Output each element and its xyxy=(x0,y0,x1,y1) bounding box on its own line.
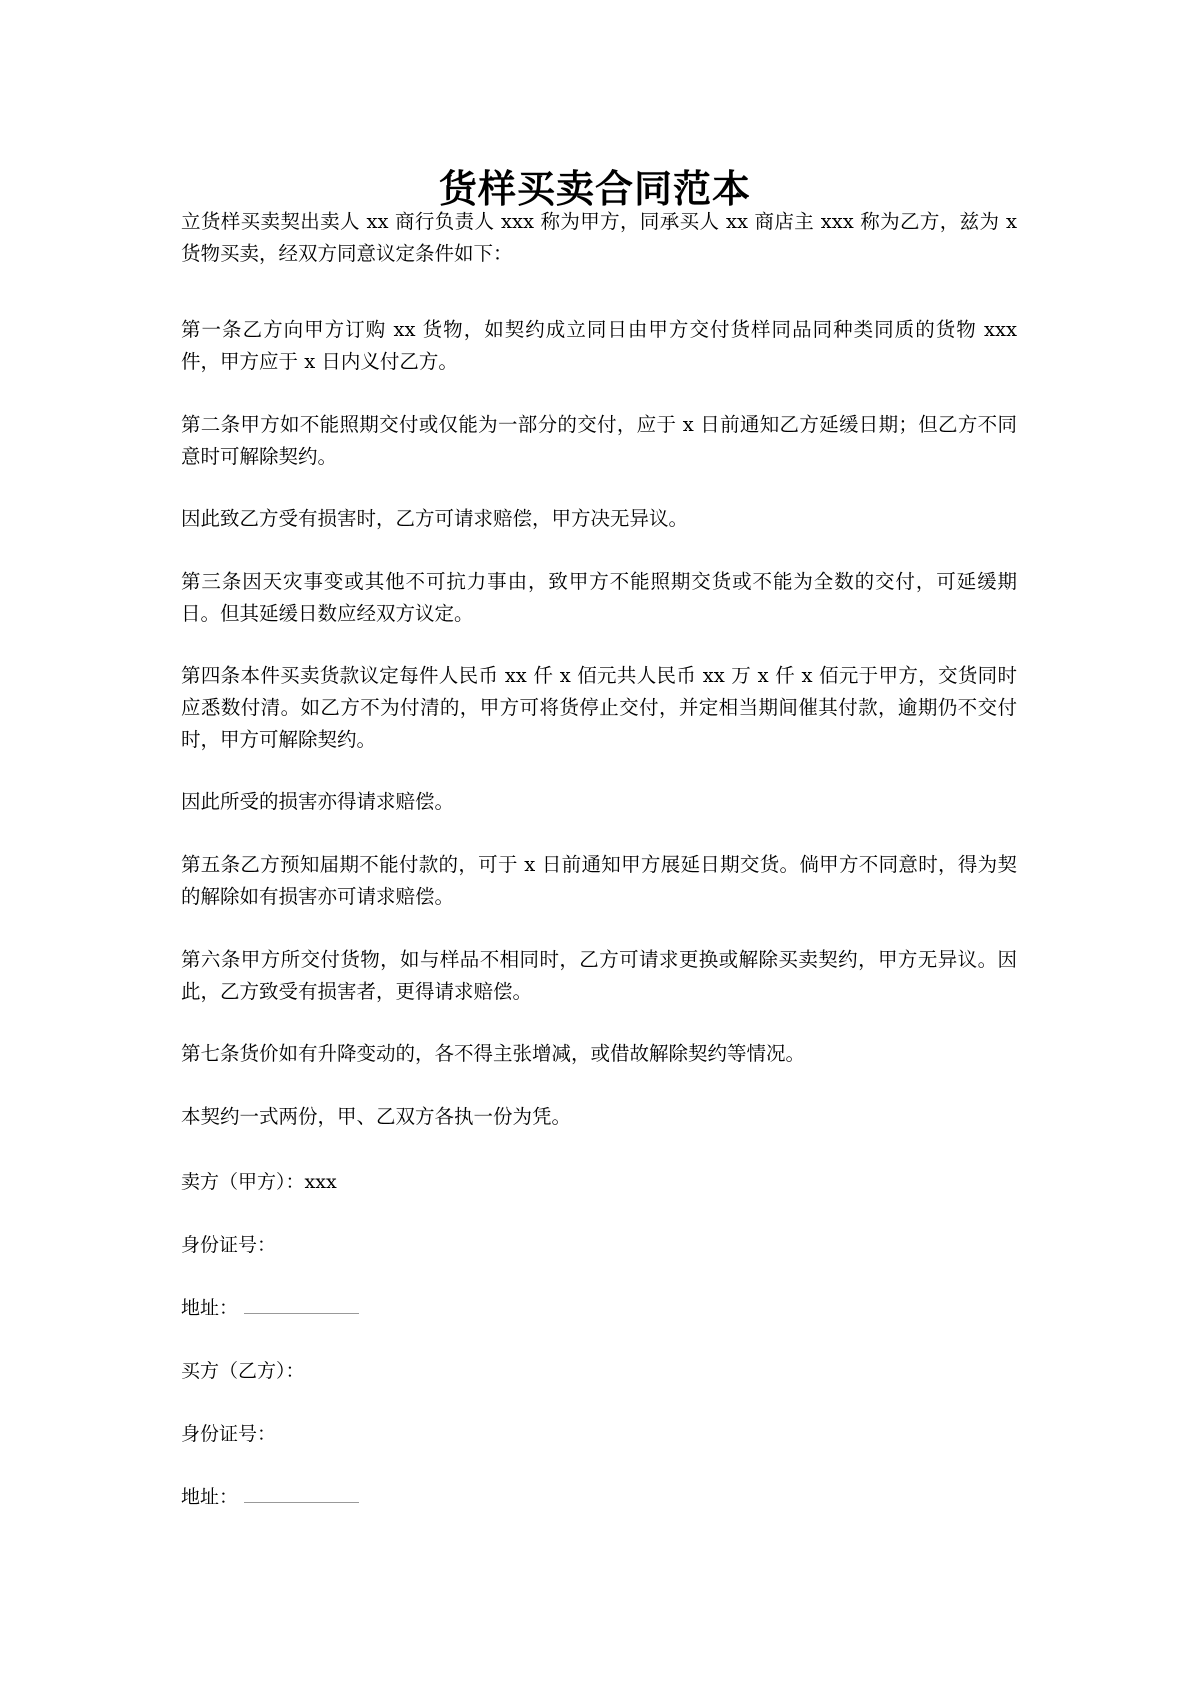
paragraph-article-5: 第五条乙方预知届期不能付款的，可于 x 日前通知甲方展延日期交货。倘甲方不同意时，得为契的解除如有损害亦可请求赔偿。 xyxy=(181,853,1017,908)
buyer-address-label: 地址： xyxy=(181,1486,239,1508)
paragraph-article-2-note: 因此致乙方受有损害时，乙方可请求赔偿，甲方决无异议。 xyxy=(181,507,689,530)
seller-value: xxx xyxy=(304,1171,337,1193)
paragraph-article-2: 第二条甲方如不能照期交付或仅能为一部分的交付，应于 x 日前通知乙方延缓日期；但乙方不同意时可解除契约。 xyxy=(181,413,1017,468)
paragraph-article-6: 第六条甲方所交付货物，如与样品不相同时，乙方可请求更换或解除买卖契约，甲方无异议。因此，乙方致受有损害者，更得请求赔偿。 xyxy=(181,948,1017,1003)
paragraph-article-4-note: 因此所受的损害亦得请求赔偿。 xyxy=(181,790,455,813)
seller-address-blank[interactable] xyxy=(244,1295,359,1314)
buyer-label: 买方（乙方）： xyxy=(181,1360,305,1382)
paragraph-article-4: 第四条本件买卖货款议定每件人民币 xx 仟 x 佰元共人民币 xx 万 x 仟 x 佰元于甲方，交货同时应悉数付清。如乙方不为付清的，甲方可将货停止交付，并定相当期间催其付款，逾期仍不交付时，甲方可解除契约。 xyxy=(181,664,1017,751)
buyer-id-label: 身份证号： xyxy=(181,1423,277,1445)
paragraph-article-1: 第一条乙方向甲方订购 xx 货物，如契约成立同日由甲方交付货样同品同种类同质的货物 xxx 件，甲方应于 x 日内义付乙方。 xyxy=(181,318,1017,373)
buyer-address-blank[interactable] xyxy=(244,1484,359,1503)
seller-label: 卖方（甲方）： xyxy=(181,1171,305,1193)
seller-address-line xyxy=(181,1294,359,1322)
seller-line xyxy=(181,1168,337,1196)
paragraph-copies: 本契约一式两份，甲、乙双方各执一份为凭。 xyxy=(181,1105,572,1128)
seller-id-label: 身份证号： xyxy=(181,1234,277,1256)
document-title: 货样买卖合同范本 xyxy=(438,167,751,211)
buyer-line xyxy=(181,1357,305,1385)
seller-address-label: 地址： xyxy=(181,1297,239,1319)
paragraph-article-3: 第三条因天灾事变或其他不可抗力事由，致甲方不能照期交货或不能为全数的交付，可延缓期日。但其延缓日数应经双方议定。 xyxy=(181,570,1017,625)
paragraph-preamble: 立货样买卖契出卖人 xx 商行负责人 xxx 称为甲方，同承买人 xx 商店主 xxx 称为乙方，兹为 x 货物买卖，经双方同意议定条件如下： xyxy=(181,210,1017,265)
buyer-id-line xyxy=(181,1420,276,1448)
buyer-address-line xyxy=(181,1483,359,1511)
seller-id-line xyxy=(181,1231,276,1259)
paragraph-article-7: 第七条货价如有升降变动的，各不得主张增减，或借故解除契约等情况。 xyxy=(181,1042,806,1065)
